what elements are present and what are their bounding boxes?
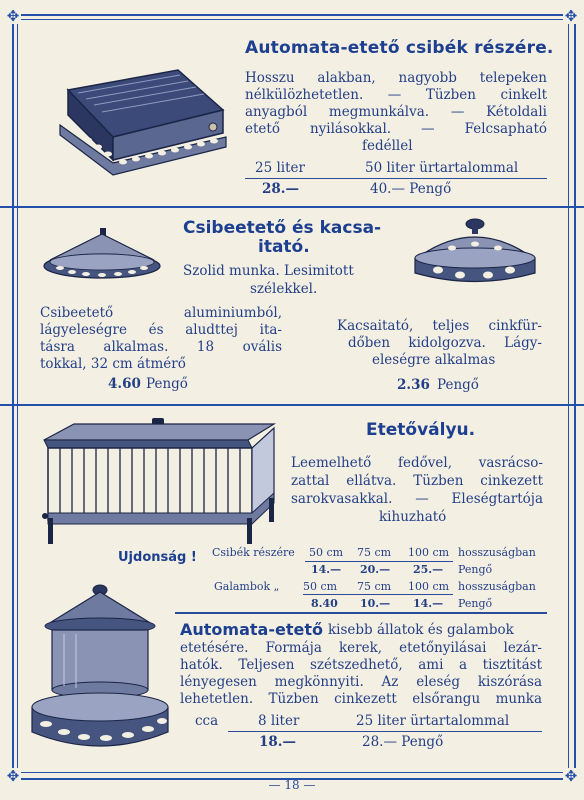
section4-size: 25 liter ürtartalommal <box>356 713 510 729</box>
aluminium-chick-feeder-illustration <box>42 228 162 283</box>
corner-ornament-icon: ✥ <box>6 7 20 25</box>
section2-right-currency: Pengő <box>437 377 479 393</box>
price-rule <box>228 731 542 732</box>
table-cell: 8.40 <box>311 597 338 610</box>
section2-title: Csibeetető és kacsa- <box>183 218 382 238</box>
table-cell: 14.— <box>311 563 342 576</box>
table-cell: 75 cm <box>357 580 392 593</box>
section4-line: lényegesen megkönnyiti. Az eleség kiszórása <box>180 674 542 690</box>
section3-line: sarokvasakkal. — Eleségtartója <box>291 491 543 507</box>
table-cell: Pengő <box>458 597 493 610</box>
page-number: — 18 — <box>268 778 316 792</box>
section1-line: nélkülözhetetlen. — Tüzben cinkelt <box>245 87 547 103</box>
price-rule <box>305 561 453 562</box>
section4-line: etetésére. Formája kerek, etetőnyilásai lezár- <box>180 640 542 656</box>
section-divider <box>175 612 547 614</box>
section4-line: lehetetlen. Tüzben cinkezett elsőrangu munka <box>180 691 542 707</box>
table-cell: 100 cm <box>408 580 450 593</box>
section2-subtitle: szélekkel. <box>250 281 318 297</box>
duck-drinker-illustration <box>410 218 540 293</box>
section3-line: kihuzható <box>379 509 447 525</box>
section2-right-line: dőben kidolgozva. Lágy- <box>348 335 542 351</box>
section2-right-line: eleségre alkalmas <box>372 352 496 368</box>
section2-left-line: tokkal, 32 cm átmérő <box>40 356 186 372</box>
table-cell: 14.— <box>413 597 444 610</box>
section2-left-line: tásra alkalmas. 18 ovális <box>40 339 282 355</box>
section1-price: 28.— <box>262 181 299 197</box>
section2-left-currency: Pengő <box>146 376 188 392</box>
long-feeder-illustration <box>48 55 238 180</box>
section1-size: 50 liter ürtartalommal <box>365 160 519 176</box>
table-cell: 50 cm <box>303 580 338 593</box>
table-cell: Pengő <box>458 563 493 576</box>
table-cell: 75 cm <box>357 546 392 559</box>
table-cell: 50 cm <box>309 546 344 559</box>
corner-ornament-icon: ✥ <box>6 767 20 785</box>
section1-title: Automata-etető csibék részére. <box>245 38 554 58</box>
table-cell: hosszuságban <box>458 546 536 559</box>
section3-line: Leemelhető fedővel, vasrácso- <box>291 455 543 471</box>
section4-line: hatók. Teljesen szétszedhető, ami a tisztitást <box>180 657 542 673</box>
section2-right-line: Kacsaitató, teljes cinkfür- <box>337 318 542 334</box>
section3-line: zattal ellátva. Tüzben cinkezett <box>291 473 543 489</box>
table-cell: 25.— <box>413 563 444 576</box>
section1-line: Hosszu alakban, nagyobb telepeken <box>245 70 547 86</box>
section2-title: itató. <box>258 237 310 257</box>
table-row-label: Galambok „ <box>214 580 280 593</box>
section4-size: 8 liter <box>258 713 300 729</box>
corner-ornament-icon: ✥ <box>564 767 578 785</box>
table-row-label: Csibék részére <box>212 546 295 559</box>
section1-line: etető nyilásokkal. — Felcsapható <box>245 121 547 137</box>
section2-right-price: 2.36 <box>397 377 430 393</box>
table-cell: 100 cm <box>408 546 450 559</box>
section1-size: 25 liter <box>255 160 305 176</box>
section1-line: fedéllel <box>362 138 413 154</box>
section2-left-line: Csibeetető aluminiumból, <box>40 305 282 321</box>
new-product-label: Ujdonság ! <box>118 550 197 565</box>
section2-left-line: lágyeleségre és aludttej ita- <box>40 322 282 338</box>
feeding-trough-illustration <box>38 418 280 546</box>
section2-subtitle: Szolid munka. Lesimitott <box>183 263 354 279</box>
section4-title-rest: kisebb állatok és galambok <box>328 622 514 638</box>
section3-title: Etetővályu. <box>366 420 476 440</box>
section4-size-prefix: cca <box>195 713 219 729</box>
round-automatic-feeder-illustration <box>30 582 175 767</box>
section2-left-price: 4.60 <box>108 376 141 392</box>
section1-price: 40.— Pengő <box>370 181 452 197</box>
price-rule <box>303 594 453 595</box>
corner-ornament-icon: ✥ <box>564 7 578 25</box>
section4-title: Automata-etető <box>180 620 323 639</box>
section4-price: 18.— <box>259 734 296 750</box>
section-divider <box>0 206 584 208</box>
table-cell: hosszuságban <box>458 580 536 593</box>
price-rule <box>245 178 547 179</box>
table-cell: 20.— <box>360 563 391 576</box>
section-divider <box>0 404 584 406</box>
section4-price: 28.— Pengő <box>362 734 444 750</box>
table-cell: 10.— <box>360 597 391 610</box>
section1-line: anyagból megmunkálva. — Kétoldali <box>245 104 547 120</box>
